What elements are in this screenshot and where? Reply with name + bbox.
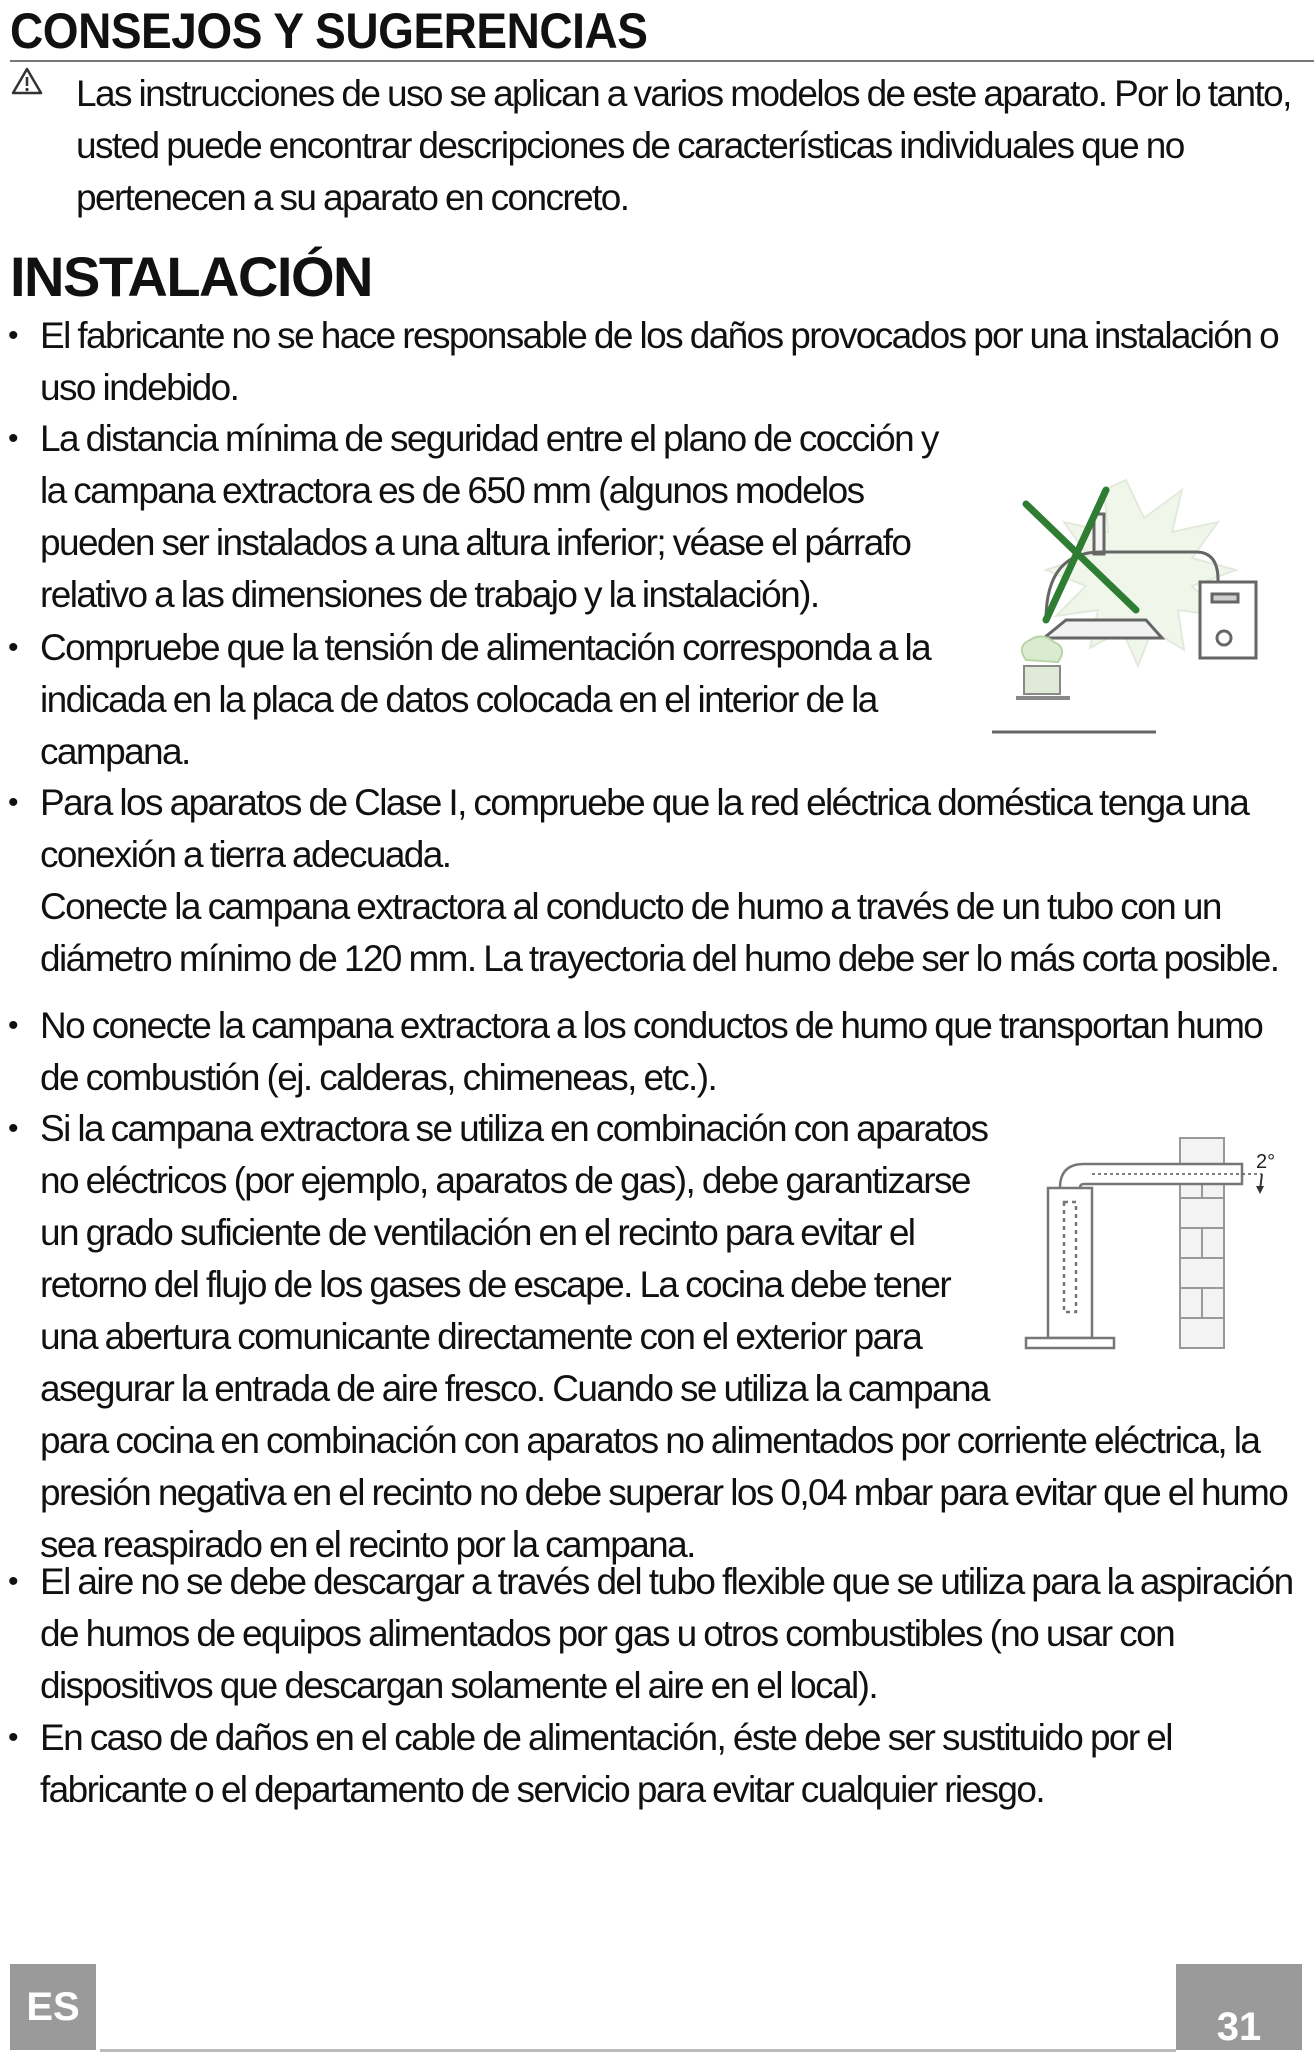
bullet: • [8, 422, 19, 455]
bullet: • [8, 1721, 19, 1754]
models-note: Las instrucciones de uso se aplican a varios modelos de este aparato. Por lo tanto, usted puede encontrar descripciones de características individuales que no pertenecen a su aparato en concreto. [76, 73, 1291, 218]
section-title-instalacion: INSTALACIÓN [10, 245, 372, 308]
hood-distance-illustration [986, 470, 1278, 750]
list-item: En caso de daños en el cable de alimentación, éste debe ser sustituido por el fabricante o el departamento de servicio para evitar cualquier riesgo. [40, 1717, 1172, 1810]
bullet: • [8, 319, 19, 352]
duct-angle-illustration [1012, 1128, 1302, 1372]
title-underline [10, 60, 1314, 62]
angle-label: 2° [1256, 1151, 1276, 1173]
warning-triangle-icon [10, 66, 44, 96]
language-badge: ES [10, 1964, 96, 2050]
list-item: El fabricante no se hace responsable de los daños provocados por una instalación o uso indebido. [40, 315, 1279, 408]
list-item: Para los aparatos de Clase I, compruebe que la red eléctrica doméstica tenga una conexión a tierra adecuada. [40, 782, 1249, 875]
list-item: La distancia mínima de seguridad entre el plano de cocción y la campana extractora es de 650 mm (algunos modelos pueden ser instalados a una altura inferior; véase el párrafo relativo a las dimensiones de trabajo y la instalación). [40, 418, 938, 615]
bullet: • [8, 1009, 19, 1042]
bullet: • [8, 631, 19, 664]
list-item: Compruebe que la tensión de alimentación corresponda a la indicada en la placa de datos colocada en el interior de la campana. [40, 627, 931, 772]
list-item-continuation: para cocina en combinación con aparatos no alimentados por corriente eléctrica, la presión negativa en el recinto no debe superar los 0,04 mbar para evitar que el humo sea reaspirado en el recinto por la campana. [40, 1420, 1288, 1565]
page-number: 31 [1176, 1964, 1302, 2050]
list-item: El aire no se debe descargar a través del tubo flexible que se utiliza para la aspiración de humos de equipos alimentados por gas u otros combustibles (no usar con dispositivos que descargan solamente el aire en el local). [40, 1561, 1293, 1706]
list-item-continuation: Conecte la campana extractora al conducto de humo a través de un tubo con un diámetro mínimo de 120 mm. La trayectoria del humo debe ser lo más corta posible. [40, 886, 1279, 979]
section-title-consejos: CONSEJOS Y SUGERENCIAS [10, 3, 648, 59]
list-item: No conecte la campana extractora a los conductos de humo que transportan humo de combustión (ej. calderas, chimeneas, etc.). [40, 1005, 1263, 1098]
list-item: Si la campana extractora se utiliza en combinación con aparatos no eléctricos (por ejemplo, aparatos de gas), debe garantizarse un grado suficiente de ventilación en el recinto para evitar el retorno del flujo de los gases de escape. La cocina debe tener una abertura comunicante directamente con el exterior para asegurar la entrada de aire fresco. Cuando se utiliza la campana [40, 1108, 989, 1409]
bullet: • [8, 1112, 19, 1145]
bullet: • [8, 1565, 19, 1598]
pot-steam [1016, 636, 1070, 700]
footer-rule [100, 2049, 1176, 2052]
bullet: • [8, 786, 19, 819]
